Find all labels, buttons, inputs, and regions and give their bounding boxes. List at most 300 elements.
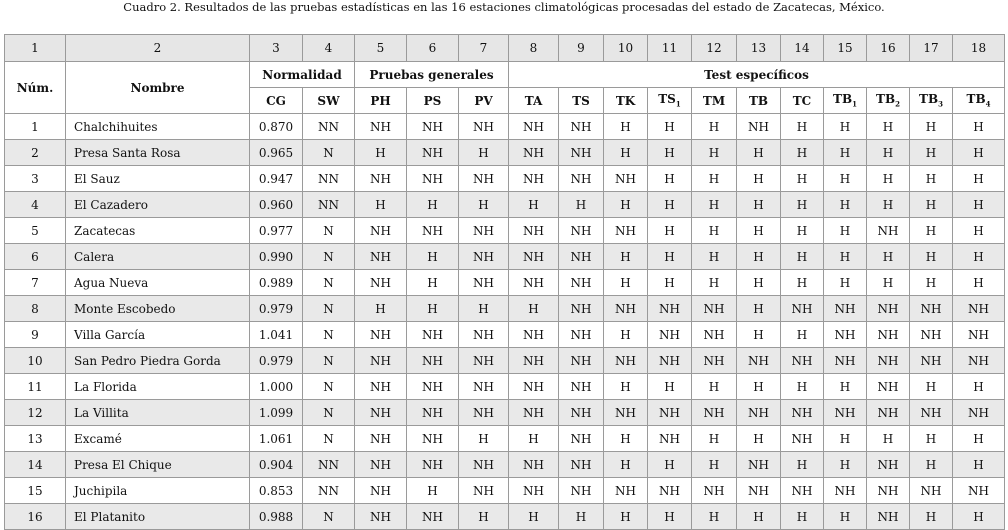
table-cell: H <box>692 166 737 192</box>
table-cell: NH <box>459 114 509 140</box>
table-cell: NH <box>737 452 781 478</box>
table-cell: N <box>303 426 355 452</box>
table-cell: NH <box>867 218 910 244</box>
table-cell: H <box>910 166 953 192</box>
table-cell: H <box>648 140 692 166</box>
table-cell: 1 <box>5 114 66 140</box>
group-header-row <box>5 62 1005 88</box>
table-cell: H <box>407 270 459 296</box>
table-cell: H <box>459 140 509 166</box>
table-cell: NH <box>509 114 559 140</box>
table-cell: NH <box>509 270 559 296</box>
table-cell: 2 <box>5 140 66 166</box>
table-cell: 1.041 <box>250 322 303 348</box>
table-row <box>5 322 1005 348</box>
column-number: 8 <box>509 35 559 62</box>
table-cell: NH <box>509 166 559 192</box>
table-cell: NH <box>781 478 824 504</box>
header-pv: PV <box>459 88 509 114</box>
table-cell: H <box>737 244 781 270</box>
station-name-cell: El Platanito <box>66 504 250 530</box>
table-cell: NH <box>692 400 737 426</box>
table-cell: NH <box>355 400 407 426</box>
table-row <box>5 270 1005 296</box>
station-name-cell: Juchipila <box>66 478 250 504</box>
column-number: 3 <box>250 35 303 62</box>
column-number: 9 <box>559 35 604 62</box>
table-cell: H <box>953 218 1005 244</box>
station-name-cell: Zacatecas <box>66 218 250 244</box>
table-cell: H <box>648 244 692 270</box>
table-cell: NH <box>407 322 459 348</box>
table-cell: H <box>953 270 1005 296</box>
table-cell: N <box>303 504 355 530</box>
column-number: 1 <box>5 35 66 62</box>
table-cell: NH <box>867 322 910 348</box>
table-cell: N <box>303 400 355 426</box>
table-cell: H <box>407 478 459 504</box>
table-cell: H <box>737 192 781 218</box>
table-cell: 0.979 <box>250 296 303 322</box>
table-cell: 7 <box>5 270 66 296</box>
table-cell: NH <box>459 400 509 426</box>
table-cell: NN <box>303 192 355 218</box>
table-cell: NH <box>604 400 648 426</box>
table-cell: H <box>781 270 824 296</box>
header-sw: SW <box>303 88 355 114</box>
column-number-row <box>5 35 1005 62</box>
table-cell: H <box>781 166 824 192</box>
table-cell: NH <box>824 322 867 348</box>
table-row <box>5 504 1005 530</box>
table-cell: NH <box>737 348 781 374</box>
table-row <box>5 400 1005 426</box>
table-cell: H <box>824 270 867 296</box>
table-cell: NH <box>559 452 604 478</box>
subscript: 1 <box>852 99 857 109</box>
table-cell: NH <box>692 478 737 504</box>
table-cell: H <box>737 218 781 244</box>
table-row <box>5 244 1005 270</box>
table-cell: NH <box>604 348 648 374</box>
table-cell: NH <box>867 348 910 374</box>
table-cell: NH <box>407 400 459 426</box>
table-cell: H <box>604 504 648 530</box>
table-cell: H <box>648 374 692 400</box>
column-number: 12 <box>692 35 737 62</box>
table-cell: NH <box>648 322 692 348</box>
table-cell: NH <box>737 478 781 504</box>
station-name-cell: Presa Santa Rosa <box>66 140 250 166</box>
results-table <box>4 34 1005 530</box>
table-cell: H <box>910 270 953 296</box>
table-cell: H <box>781 322 824 348</box>
table-cell: H <box>604 452 648 478</box>
header-tb1 <box>824 88 867 114</box>
table-cell: H <box>953 426 1005 452</box>
table-cell: H <box>648 218 692 244</box>
header-tb: TB <box>737 88 781 114</box>
table-cell: H <box>953 140 1005 166</box>
table-cell: H <box>692 270 737 296</box>
table-cell: NH <box>867 400 910 426</box>
table-cell: H <box>604 374 648 400</box>
table-cell: H <box>824 218 867 244</box>
table-cell: H <box>867 244 910 270</box>
table-cell: 0.853 <box>250 478 303 504</box>
table-cell: NH <box>355 348 407 374</box>
station-name-cell: Calera <box>66 244 250 270</box>
table-row <box>5 114 1005 140</box>
table-cell: NH <box>867 374 910 400</box>
table-cell: NH <box>781 348 824 374</box>
table-cell: H <box>781 218 824 244</box>
table-cell: NH <box>953 348 1005 374</box>
column-number: 10 <box>604 35 648 62</box>
table-cell: H <box>648 452 692 478</box>
table-cell: NN <box>303 478 355 504</box>
header-tm: TM <box>692 88 737 114</box>
station-name-cell: La Villita <box>66 400 250 426</box>
table-cell: H <box>824 374 867 400</box>
table-cell: NH <box>824 348 867 374</box>
table-cell: NH <box>953 400 1005 426</box>
table-cell: H <box>692 504 737 530</box>
table-cell: NH <box>559 400 604 426</box>
table-cell: NH <box>604 478 648 504</box>
header-tb2-label: TB <box>876 92 896 107</box>
table-cell: H <box>781 504 824 530</box>
table-cell: NH <box>407 166 459 192</box>
table-cell: N <box>303 244 355 270</box>
table-cell: NH <box>355 452 407 478</box>
table-cell: H <box>648 504 692 530</box>
table-cell: 9 <box>5 322 66 348</box>
table-cell: NH <box>648 478 692 504</box>
station-name-cell: San Pedro Piedra Gorda <box>66 348 250 374</box>
table-cell: 0.870 <box>250 114 303 140</box>
table-cell: H <box>509 192 559 218</box>
column-number: 17 <box>910 35 953 62</box>
table-cell: H <box>910 244 953 270</box>
table-cell: NH <box>459 218 509 244</box>
table-cell: NH <box>407 140 459 166</box>
table-cell: NH <box>459 478 509 504</box>
table-cell: H <box>648 114 692 140</box>
table-cell: H <box>692 114 737 140</box>
table-cell: H <box>604 322 648 348</box>
table-cell: H <box>953 452 1005 478</box>
table-cell: NH <box>910 296 953 322</box>
subscript: 3 <box>938 99 943 109</box>
column-number: 5 <box>355 35 407 62</box>
table-cell: N <box>303 140 355 166</box>
table-row <box>5 374 1005 400</box>
table-cell: NH <box>459 374 509 400</box>
table-body <box>5 114 1005 530</box>
table-cell: H <box>781 192 824 218</box>
table-cell: NH <box>407 114 459 140</box>
table-cell: NH <box>867 296 910 322</box>
table-cell: H <box>692 374 737 400</box>
table-cell: NH <box>953 478 1005 504</box>
table-cell: NH <box>459 166 509 192</box>
table-cell: 10 <box>5 348 66 374</box>
table-cell: NH <box>824 400 867 426</box>
table-cell: NH <box>692 296 737 322</box>
table-cell: 0.989 <box>250 270 303 296</box>
table-cell: H <box>692 452 737 478</box>
header-tb3 <box>910 88 953 114</box>
table-cell: H <box>459 426 509 452</box>
table-cell: NH <box>604 296 648 322</box>
table-cell: H <box>355 140 407 166</box>
column-number: 7 <box>459 35 509 62</box>
table-cell: H <box>459 192 509 218</box>
table-cell: H <box>910 374 953 400</box>
column-number: 11 <box>648 35 692 62</box>
header-ts1-label: TS <box>658 92 676 107</box>
table-cell: H <box>824 452 867 478</box>
table-cell: 8 <box>5 296 66 322</box>
table-cell: NH <box>824 296 867 322</box>
table-cell: NH <box>459 322 509 348</box>
table-caption: Cuadro 2. Resultados de las pruebas estadísticas en las 16 estaciones climatológicas procesadas del estado de Zacatecas, México. <box>123 0 885 14</box>
table-cell: H <box>604 140 648 166</box>
table-cell: H <box>648 192 692 218</box>
table-cell: NH <box>910 400 953 426</box>
station-name-cell: Monte Escobedo <box>66 296 250 322</box>
table-cell: H <box>737 374 781 400</box>
table-cell: NH <box>355 270 407 296</box>
table-cell: H <box>953 504 1005 530</box>
table-cell: H <box>559 504 604 530</box>
table-row <box>5 296 1005 322</box>
table-cell: NH <box>559 140 604 166</box>
table-cell: H <box>737 504 781 530</box>
table-cell: NH <box>737 114 781 140</box>
table-cell: H <box>953 374 1005 400</box>
table-cell: NH <box>509 218 559 244</box>
column-number: 18 <box>953 35 1005 62</box>
table-cell: H <box>824 140 867 166</box>
table-cell: H <box>604 114 648 140</box>
table-cell: H <box>604 270 648 296</box>
table-cell: NH <box>509 478 559 504</box>
table-cell: H <box>559 192 604 218</box>
station-name-cell: Villa García <box>66 322 250 348</box>
table-cell: NH <box>509 400 559 426</box>
table-cell: NH <box>648 426 692 452</box>
table-cell: NH <box>459 244 509 270</box>
station-name-cell: El Cazadero <box>66 192 250 218</box>
table-cell: H <box>737 140 781 166</box>
table-cell: H <box>509 296 559 322</box>
table-cell: NN <box>303 114 355 140</box>
table-cell: H <box>509 504 559 530</box>
table-cell: 14 <box>5 452 66 478</box>
table-cell: H <box>824 426 867 452</box>
table-cell: 13 <box>5 426 66 452</box>
table-cell: NH <box>355 322 407 348</box>
table-cell: NH <box>953 296 1005 322</box>
table-cell: NH <box>459 452 509 478</box>
table-cell: NH <box>910 322 953 348</box>
table-cell: H <box>867 166 910 192</box>
table-cell: H <box>781 114 824 140</box>
table-cell: H <box>910 426 953 452</box>
table-row <box>5 140 1005 166</box>
table-cell: N <box>303 374 355 400</box>
table-cell: H <box>867 140 910 166</box>
column-number: 4 <box>303 35 355 62</box>
table-cell: NH <box>781 296 824 322</box>
header-tb4-label: TB <box>966 92 986 107</box>
table-cell: H <box>953 192 1005 218</box>
header-ts1 <box>648 88 692 114</box>
header-ph: PH <box>355 88 407 114</box>
table-cell: H <box>692 192 737 218</box>
subscript: 1 <box>675 99 681 109</box>
table-cell: H <box>910 504 953 530</box>
table-cell: NH <box>407 218 459 244</box>
header-tk: TK <box>604 88 648 114</box>
table-cell: H <box>910 218 953 244</box>
table-cell: NH <box>459 348 509 374</box>
table-cell: NH <box>355 166 407 192</box>
station-name-cell: Presa El Chique <box>66 452 250 478</box>
header-ts: TS <box>559 88 604 114</box>
header-ps: PS <box>407 88 459 114</box>
table-cell: N <box>303 348 355 374</box>
table-cell: H <box>648 166 692 192</box>
table-cell: NH <box>559 244 604 270</box>
table-cell: NH <box>867 504 910 530</box>
table-cell: 0.988 <box>250 504 303 530</box>
table-row <box>5 348 1005 374</box>
table-cell: H <box>953 114 1005 140</box>
table-cell: NH <box>867 452 910 478</box>
table-cell: H <box>781 244 824 270</box>
table-cell: NH <box>509 244 559 270</box>
column-number: 15 <box>824 35 867 62</box>
table-cell: H <box>604 426 648 452</box>
table-cell: NH <box>559 348 604 374</box>
table-cell: 1.099 <box>250 400 303 426</box>
table-row <box>5 166 1005 192</box>
table-cell: H <box>867 192 910 218</box>
header-tb1-label: TB <box>833 92 853 107</box>
table-cell: H <box>781 140 824 166</box>
table-cell: H <box>355 296 407 322</box>
table-cell: NH <box>355 478 407 504</box>
table-cell: H <box>692 426 737 452</box>
table-cell: 16 <box>5 504 66 530</box>
table-cell: NH <box>781 400 824 426</box>
table-cell: 1.000 <box>250 374 303 400</box>
table-cell: H <box>737 270 781 296</box>
column-number: 16 <box>867 35 910 62</box>
table-cell: 5 <box>5 218 66 244</box>
table-cell: H <box>355 192 407 218</box>
table-cell: NH <box>407 426 459 452</box>
table-cell: 4 <box>5 192 66 218</box>
table-cell: NH <box>407 504 459 530</box>
table-cell: NH <box>559 426 604 452</box>
station-name-cell: La Florida <box>66 374 250 400</box>
table-cell: H <box>910 140 953 166</box>
table-cell: NH <box>509 452 559 478</box>
table-cell: NH <box>355 426 407 452</box>
station-name-cell: El Sauz <box>66 166 250 192</box>
table-cell: NH <box>559 478 604 504</box>
table-cell: 0.947 <box>250 166 303 192</box>
table-cell: H <box>604 192 648 218</box>
header-ta: TA <box>509 88 559 114</box>
table-cell: NH <box>692 322 737 348</box>
table-cell: NH <box>781 426 824 452</box>
table-cell: 11 <box>5 374 66 400</box>
table-cell: H <box>692 244 737 270</box>
table-cell: NH <box>648 348 692 374</box>
table-cell: H <box>459 504 509 530</box>
table-cell: H <box>737 166 781 192</box>
table-cell: H <box>867 426 910 452</box>
header-tb2 <box>867 88 910 114</box>
table-cell: NH <box>692 348 737 374</box>
table-cell: NH <box>509 348 559 374</box>
table-cell: NH <box>559 218 604 244</box>
table-cell: NH <box>867 478 910 504</box>
table-cell: H <box>953 244 1005 270</box>
table-cell: 0.960 <box>250 192 303 218</box>
table-cell: H <box>509 426 559 452</box>
table-cell: NN <box>303 166 355 192</box>
table-cell: H <box>824 192 867 218</box>
table-cell: NH <box>737 400 781 426</box>
table-row <box>5 426 1005 452</box>
table-cell: H <box>648 270 692 296</box>
table-cell: 15 <box>5 478 66 504</box>
station-name-cell: Excamé <box>66 426 250 452</box>
column-number: 14 <box>781 35 824 62</box>
table-row <box>5 192 1005 218</box>
header-tc: TC <box>781 88 824 114</box>
header-num: Núm. <box>5 62 66 114</box>
table-cell: NH <box>910 478 953 504</box>
table-cell: 1.061 <box>250 426 303 452</box>
table-cell: N <box>303 296 355 322</box>
table-cell: 12 <box>5 400 66 426</box>
table-cell: NN <box>303 452 355 478</box>
table-cell: NH <box>953 322 1005 348</box>
table-cell: NH <box>355 504 407 530</box>
table-cell: 0.965 <box>250 140 303 166</box>
table-cell: NH <box>559 296 604 322</box>
table-cell: NH <box>407 452 459 478</box>
header-normalidad: Normalidad <box>250 62 355 88</box>
table-cell: NH <box>407 348 459 374</box>
table-cell: 0.979 <box>250 348 303 374</box>
table-cell: H <box>692 218 737 244</box>
table-cell: NH <box>509 322 559 348</box>
column-number: 6 <box>407 35 459 62</box>
table-cell: 0.904 <box>250 452 303 478</box>
table-cell: 0.990 <box>250 244 303 270</box>
table-cell: NH <box>648 296 692 322</box>
table-cell: H <box>910 192 953 218</box>
table-cell: H <box>867 114 910 140</box>
